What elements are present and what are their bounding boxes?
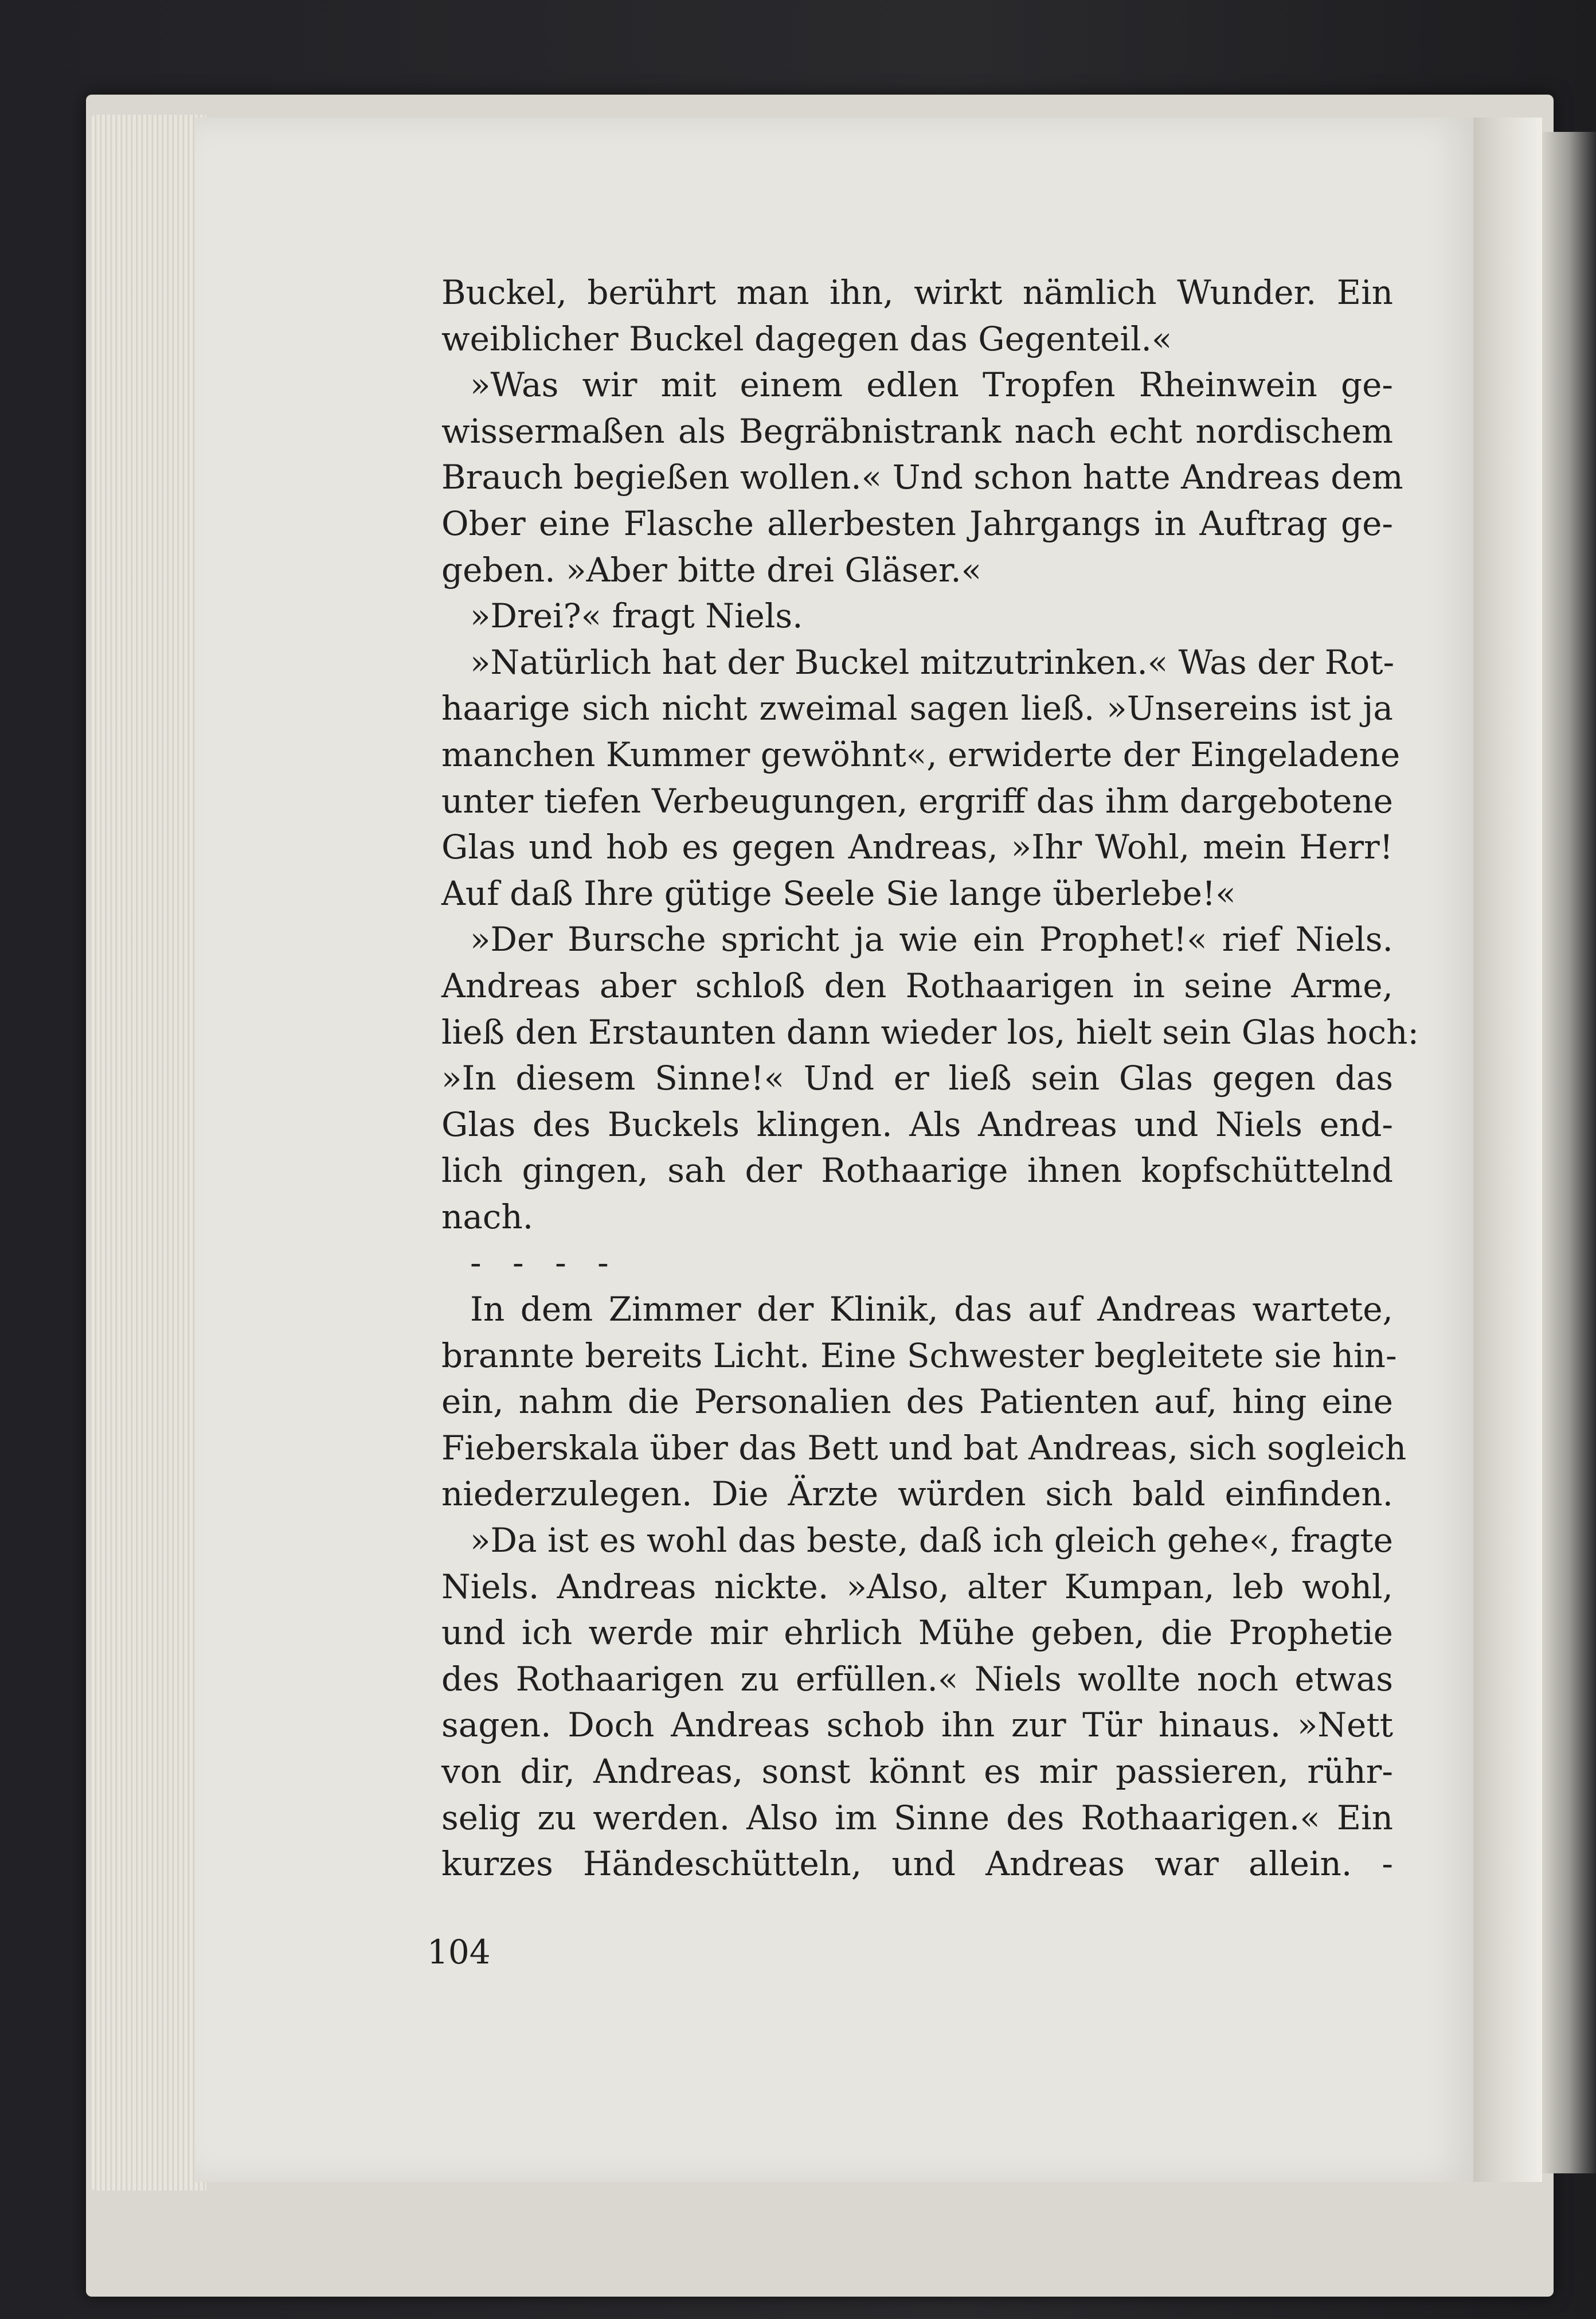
text-line: des Rothaarigen zu erfüllen.« Niels wollte noch etwas	[441, 1659, 1393, 1699]
text-line: Auf daß Ihre gütige Seele Sie lange überlebe!«	[441, 873, 1236, 913]
text-line: wissermaßen als Begräbnistrank nach echt nordischem	[441, 411, 1393, 451]
text-line: geben. »Aber bitte drei Gläser.«	[441, 550, 982, 589]
text-line: unter tiefen Verbeugungen, ergriff das ihm dargebotene	[441, 781, 1393, 821]
text-line: weiblicher Buckel dagegen das Gegenteil.«	[441, 319, 1172, 358]
page-number: 104	[427, 1932, 491, 1971]
text-line: Ober eine Flasche allerbesten Jahrgangs in Auftrag ge-	[441, 503, 1393, 543]
text-line: »Da ist es wohl das beste, daß ich gleich gehe«, fragte	[470, 1521, 1393, 1560]
page-edges	[92, 115, 206, 2191]
text-line: haarige sich nicht zweimal sagen ließ. »Unsereins ist ja	[441, 689, 1393, 728]
text-line: ein, nahm die Personalien des Patienten auf, hing eine	[441, 1382, 1393, 1422]
page-gutter	[1473, 118, 1542, 2182]
text-line: In dem Zimmer der Klinik, das auf Andreas wartete,	[470, 1290, 1393, 1329]
text-line: Brauch begießen wollen.« Und schon hatte Andreas dem	[441, 458, 1403, 497]
text-line: und ich werde mir ehrlich Mühe geben, die Prophetie	[441, 1613, 1393, 1653]
text-line: Niels. Andreas nickte. »Also, alter Kumpan, leb wohl,	[441, 1567, 1393, 1606]
text-line: selig zu werden. Also im Sinne des Rothaarigen.« Ein	[441, 1798, 1393, 1837]
text-line: »Was wir mit einem edlen Tropfen Rheinwein ge-	[470, 365, 1393, 405]
text-line: Glas und hob es gegen Andreas, »Ihr Wohl, mein Herr!	[441, 827, 1393, 867]
text-line: Andreas aber schloß den Rothaarigen in seine Arme,	[441, 966, 1393, 1005]
text-line: brannte bereits Licht. Eine Schwester begleitete sie hin-	[441, 1336, 1397, 1375]
text-line: »In diesem Sinne!« Und er ließ sein Glas gegen das	[441, 1059, 1393, 1098]
text-line: von dir, Andreas, sonst könnt es mir passieren, rühr-	[441, 1752, 1393, 1791]
text-line: manchen Kummer gewöhnt«, erwiderte der Eingeladene	[441, 735, 1401, 774]
text-line: lich gingen, sah der Rothaarige ihnen kopfschüttelnd	[441, 1151, 1393, 1190]
text-line: niederzulegen. Die Ärzte würden sich bald einfinden.	[441, 1474, 1393, 1514]
text-line: »Drei?« fragt Niels.	[470, 596, 803, 636]
text-line: Buckel, berührt man ihn, wirkt nämlich Wunder. Ein	[441, 273, 1393, 312]
text-line: ließ den Erstaunten dann wieder los, hielt sein Glas hoch:	[441, 1012, 1419, 1052]
text-line: sagen. Doch Andreas schob ihn zur Tür hinaus. »Nett	[441, 1705, 1393, 1745]
section-break: - - - -	[470, 1243, 619, 1283]
page-text	[441, 270, 1419, 1887]
text-line: nach.	[441, 1197, 534, 1236]
text-line: Glas des Buckels klingen. Als Andreas und Niels end-	[441, 1104, 1393, 1144]
text-line: kurzes Händeschütteln, und Andreas war allein. -	[441, 1844, 1393, 1884]
text-line: »Natürlich hat der Buckel mitzutrinken.« Was der Rot-	[470, 642, 1395, 682]
text-line: »Der Bursche spricht ja wie ein Prophet!« rief Niels.	[470, 920, 1393, 959]
text-line: Fieberskala über das Bett und bat Andreas, sich sogleich	[441, 1428, 1407, 1467]
facing-page-edge	[1542, 132, 1596, 2173]
